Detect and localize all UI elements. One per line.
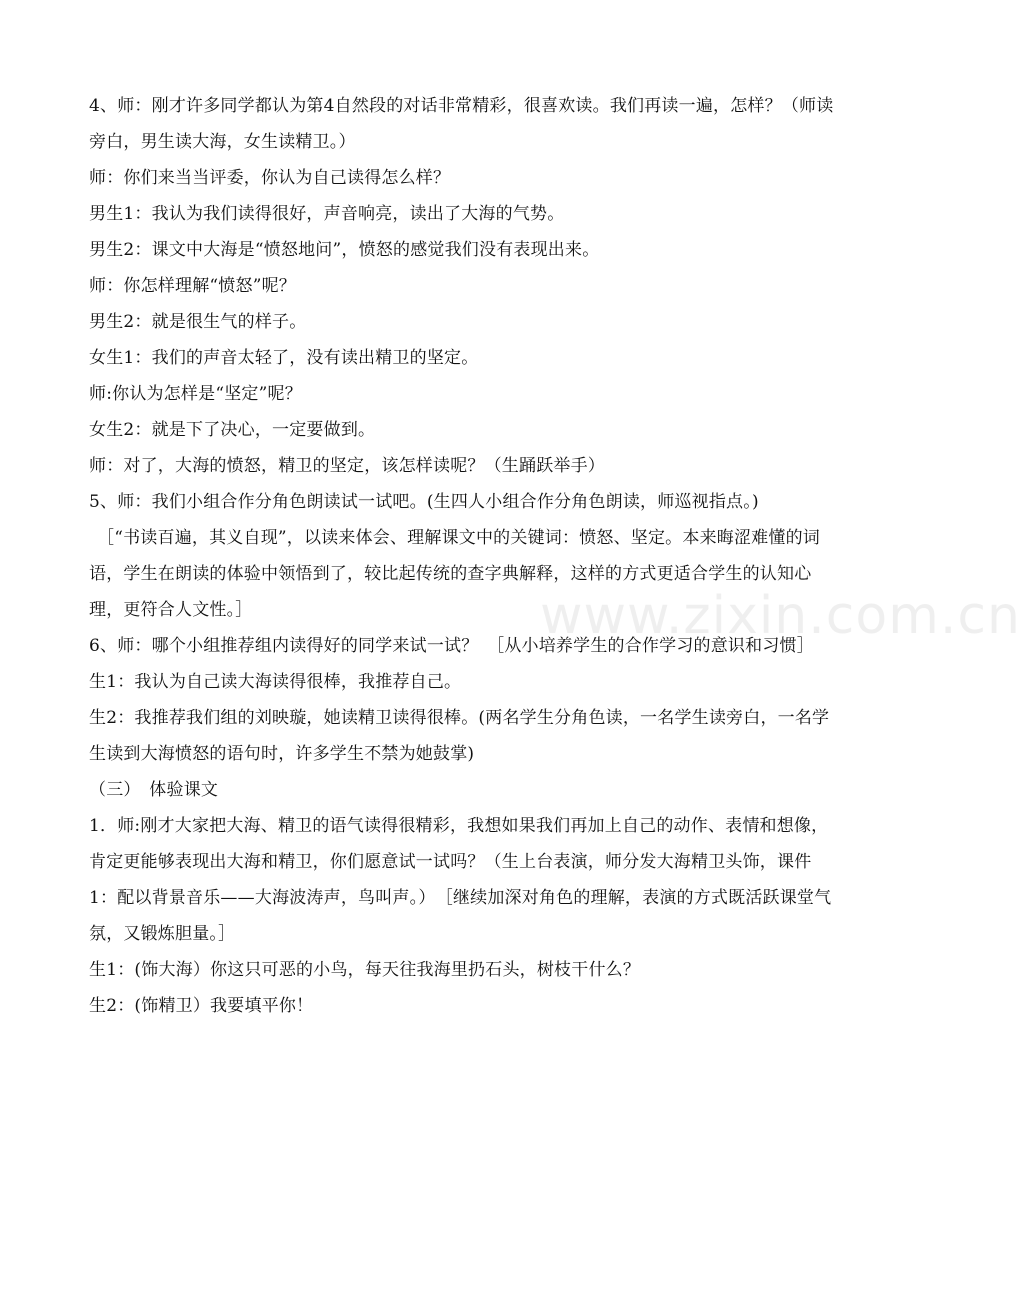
paragraph-teacher-judge: 师：你们来当当评委，你认为自己读得怎么样？: [89, 168, 451, 188]
paragraph-teacher-angry: 师：你怎样理解“愤怒”呢？: [89, 276, 296, 296]
paragraph-girl-1: 女生1：我们的声音太轻了，没有读出精卫的坚定。: [89, 348, 479, 368]
paragraph-student-1-sea: 生1：(饰大海）你这只可恶的小鸟，每天往我海里扔石头，树枝干什么？: [89, 960, 641, 980]
paragraph-teacher-firm: 师:你认为怎样是“坚定”呢？: [89, 384, 302, 404]
watermark: www.zixin.com.cn: [540, 586, 1021, 646]
document-body: [89, 88, 837, 1024]
paragraph-step-6: 6、师：哪个小组推荐组内读得好的同学来试一试？ ［从小培养学生的合作学习的意识和习惯］: [89, 636, 814, 656]
paragraph-boy-2-angry: 男生2：课文中大海是“愤怒地问”，愤怒的感觉我们没有表现出来。: [89, 240, 600, 260]
paragraph-girl-2: 女生2：就是下了决心，一定要做到。: [89, 420, 376, 440]
paragraph-step-4: 4、师：刚才许多同学都认为第4自然段的对话非常精彩，很喜欢读。我们再读一遍，怎样？（师读旁白，男生读大海，女生读精卫。）: [89, 96, 834, 152]
paragraph-student-2-jingwei: 生2：(饰精卫）我要填平你！: [89, 996, 314, 1016]
paragraph-boy-1: 男生1：我认为我们读得很好，声音响亮，读出了大海的气势。: [89, 204, 565, 224]
paragraph-boy-2-answer: 男生2：就是很生气的样子。: [89, 312, 307, 332]
section-heading-experience: （三） 体验课文: [89, 780, 219, 800]
paragraph-teacher-how-read: 师：对了，大海的愤怒，精卫的坚定，该怎样读呢？（生踊跃举手）: [89, 456, 605, 476]
paragraph-student-1: 生1：我认为自己读大海读得很棒，我推荐自己。: [89, 672, 462, 692]
paragraph-step-5: 5、师：我们小组合作分角色朗读试一试吧。(生四人小组合作分角色朗读，师巡视指点。): [89, 492, 759, 512]
paragraph-commentary-reading: ［“书读百遍，其义自现”，以读来体会、理解课文中的关键词：愤怒、坚定。本来晦涩难懂的词语，学生在朗读的体验中领悟到了，较比起传统的查字典解释，这样的方式更适合学生的认知心理，更符合人文性。］: [89, 528, 820, 620]
paragraph-student-2: 生2：我推荐我们组的刘映璇，她读精卫读得很棒。(两名学生分角色读，一名学生读旁白，一名学生读到大海愤怒的语句时，许多学生不禁为她鼓掌): [89, 708, 830, 764]
paragraph-experience-1: 1．师:刚才大家把大海、精卫的语气读得很精彩，我想如果我们再加上自己的动作、表情和想像，肯定更能够表现出大海和精卫，你们愿意试一试吗？（生上台表演，师分发大海精卫头饰，课件1：配以背景音乐——大海波涛声，鸟叫声。） ［继续加深对角色的理解，表演的方式既活跃课堂气氛，又锻炼胆量。］: [89, 816, 832, 944]
